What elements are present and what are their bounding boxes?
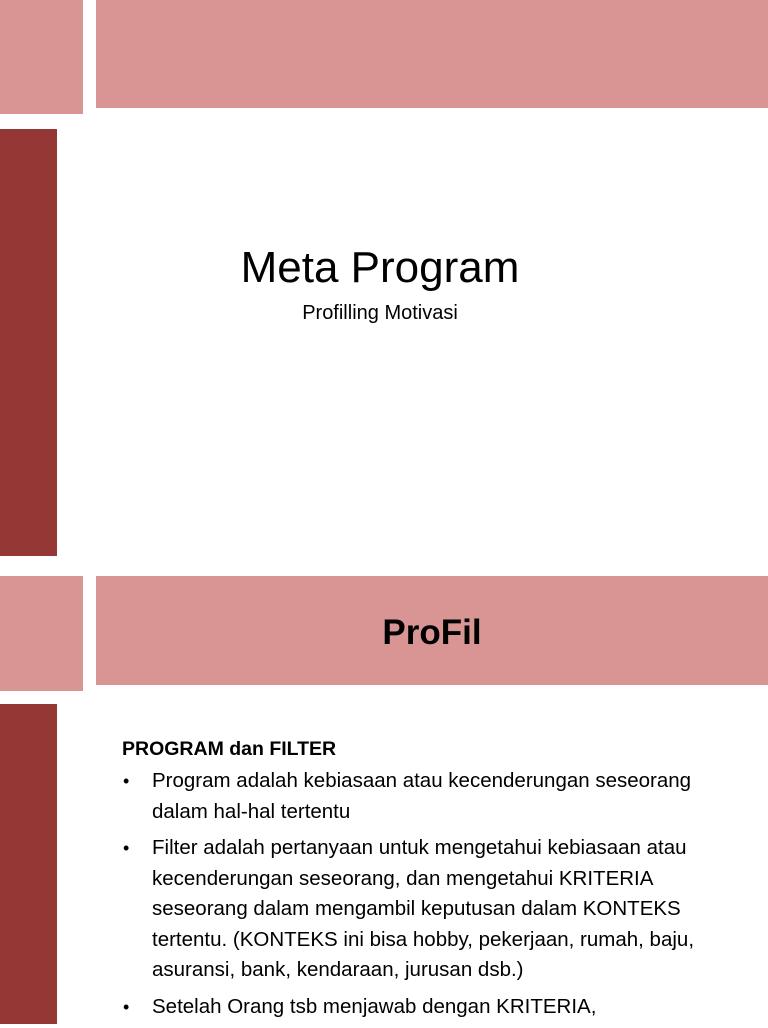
bullet-item bbox=[122, 766, 742, 827]
bullet-text: Program adalah kebiasaan atau kecenderungan seseorang dalam hal-hal tertentu bbox=[152, 769, 692, 823]
slide2-heading: PROGRAM dan FILTER bbox=[122, 738, 337, 760]
bullet-text: Setelah Orang tsb menjawab dengan KRITERIA, bbox=[152, 994, 597, 1018]
slide1-title: Meta Program bbox=[240, 243, 520, 292]
slide2-corner-block bbox=[0, 576, 83, 691]
bullet-item bbox=[122, 833, 742, 986]
bullet-dot-icon: • bbox=[123, 838, 130, 858]
slide2-side-bar bbox=[0, 704, 57, 1024]
bullet-dot-icon: • bbox=[123, 996, 130, 1017]
bullet-text: Filter adalah pertanyaan untuk mengetahui kebiasaan atau kecenderungan seseorang, dan mengetahui KRITERIA seseorang dalam mengambil keputusan dalam KONTEKS tertentu. (KONTEKS ini bisa hobby, pekerjaan, rumah, baju, asuransi, bank, kendaraan, jurusan dsb.) bbox=[152, 836, 695, 981]
slide1-subtitle: Profilling Motivasi bbox=[302, 302, 458, 324]
bullet-dot-icon: • bbox=[123, 771, 130, 791]
slide2-content bbox=[122, 734, 742, 1028]
slide2-title: ProFil bbox=[382, 613, 482, 652]
bullet-item bbox=[122, 992, 742, 1023]
slide1-corner-block bbox=[0, 0, 83, 114]
bullet-list bbox=[122, 766, 742, 1022]
slide1-side-bar bbox=[0, 129, 57, 556]
slide1-header-bar bbox=[96, 0, 768, 108]
